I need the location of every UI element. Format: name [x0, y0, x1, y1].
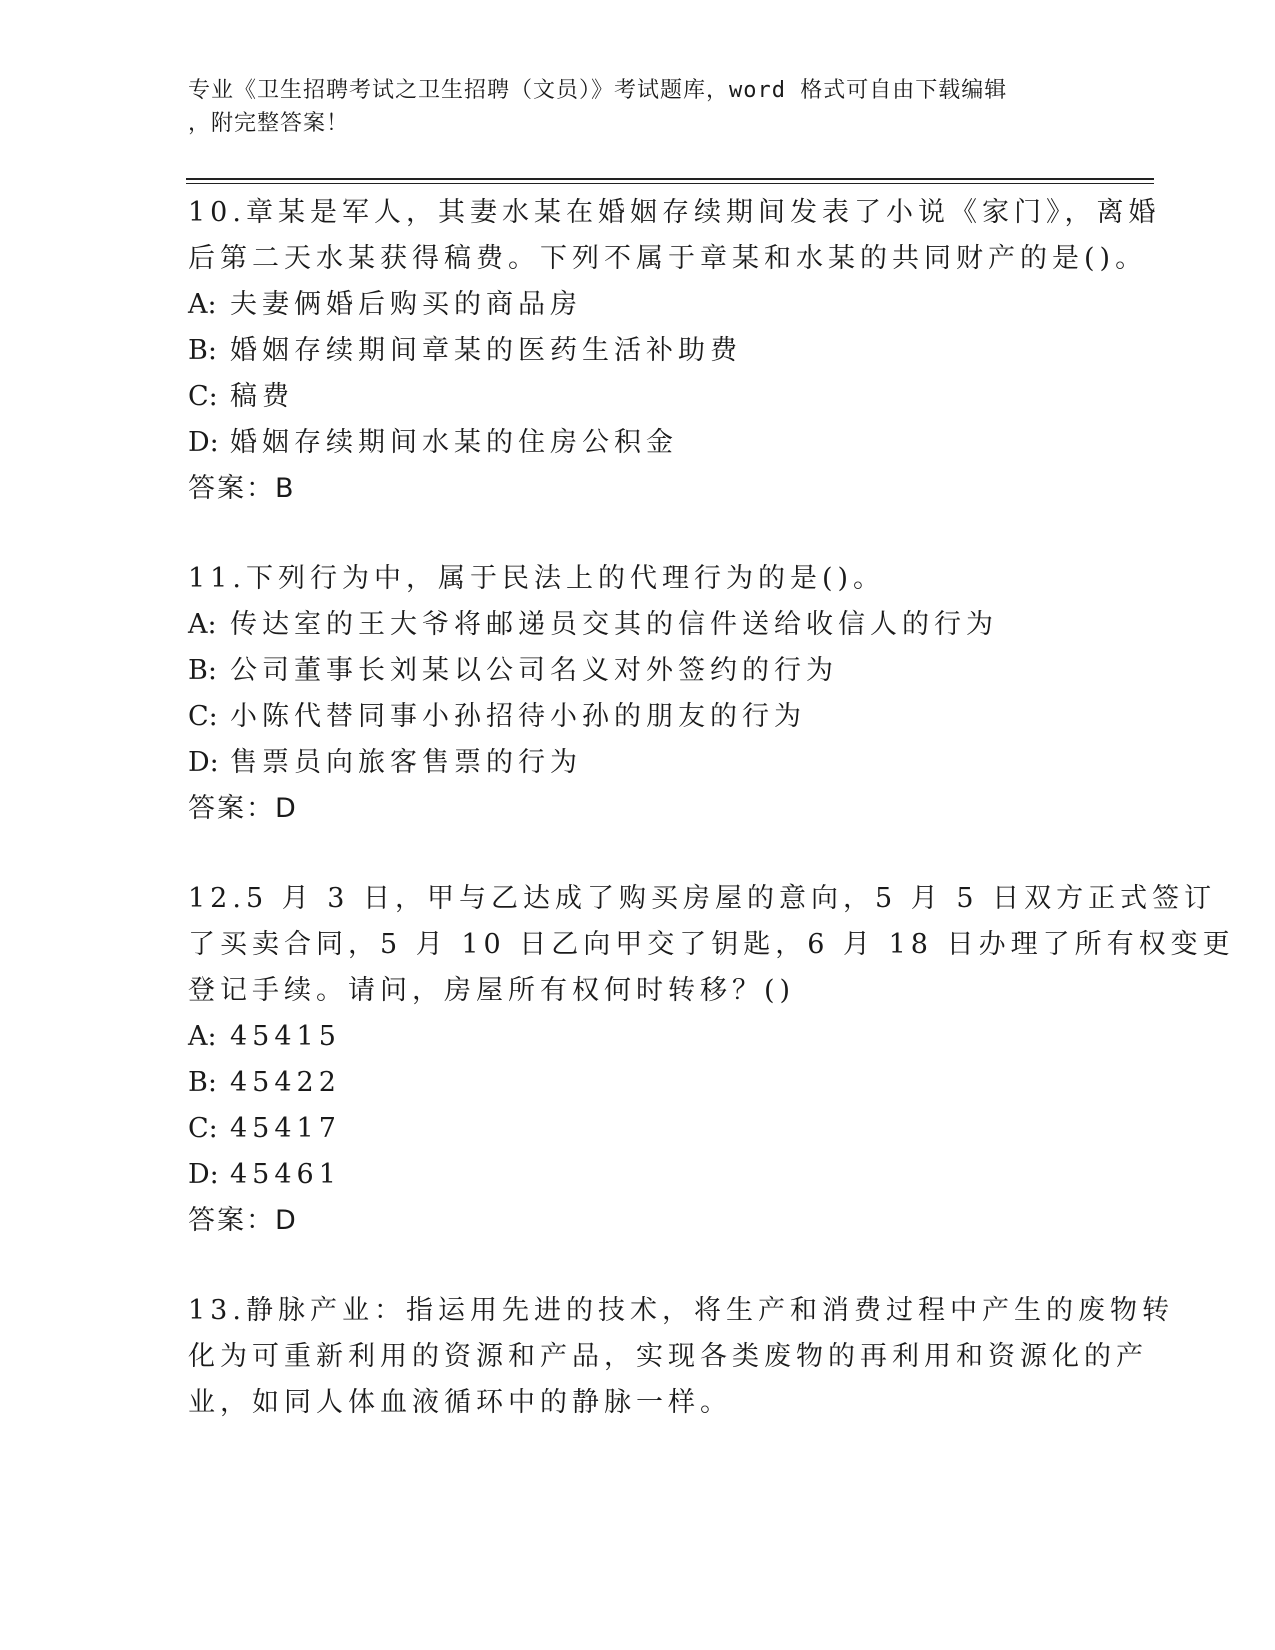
question-10	[188, 190, 1161, 512]
option-a	[188, 1014, 1088, 1060]
question-stem-line: 了买卖合同，5 月 10 日乙向甲交了钥匙，6 月 18 日办理了所有权变更	[188, 929, 1235, 960]
header-divider-thin	[186, 183, 1154, 184]
option-text: 夫妻俩婚后购买的商品房	[230, 289, 582, 320]
option-text: 45415	[230, 1021, 341, 1052]
option-text: 小陈代替同事小孙招待小孙的朋友的行为	[230, 701, 806, 732]
option-text: 45417	[230, 1113, 341, 1144]
option-text: 售票员向旅客售票的行为	[230, 747, 582, 778]
option-key: B:	[188, 1067, 217, 1098]
option-key: D:	[188, 427, 219, 458]
option-key: C:	[188, 701, 218, 732]
option-key: D:	[188, 747, 219, 778]
question-11	[188, 556, 1088, 832]
option-key: A:	[188, 289, 217, 320]
option-key: A:	[188, 1021, 217, 1052]
answer-line: 答案：D	[188, 1205, 298, 1236]
option-text: 稿费	[230, 381, 294, 412]
option-d	[188, 420, 1088, 466]
option-key: D:	[188, 1159, 219, 1190]
question-13	[188, 1288, 1174, 1426]
document-header	[188, 74, 1068, 140]
question-stem-line: 12.5 月 3 日，甲与乙达成了购买房屋的意向，5 月 5 日双方正式签订	[188, 883, 1217, 914]
option-key: B:	[188, 655, 217, 686]
option-a	[188, 602, 1088, 648]
option-key: B:	[188, 335, 217, 366]
option-c	[188, 1106, 1088, 1152]
question-stem-line: 11.下列行为中，属于民法上的代理行为的是()。	[188, 563, 886, 594]
question-stem-line: 13.静脉产业：指运用先进的技术，将生产和消费过程中产生的废物转	[188, 1295, 1174, 1326]
option-key: C:	[188, 1113, 218, 1144]
option-text: 公司董事长刘某以公司名义对外签约的行为	[230, 655, 838, 686]
question-stem-line: 业，如同人体血液循环中的静脉一样。	[188, 1387, 732, 1418]
header-line-1: 专业《卫生招聘考试之卫生招聘（文员）》考试题库，word 格式可自由下载编辑	[188, 78, 1008, 103]
question-stem-line: 化为可重新利用的资源和产品，实现各类废物的再利用和资源化的产	[188, 1341, 1148, 1372]
option-text: 婚姻存续期间章某的医药生活补助费	[230, 335, 742, 366]
option-key: C:	[188, 381, 218, 412]
option-b	[188, 1060, 1088, 1106]
option-b	[188, 648, 1088, 694]
question-list	[188, 190, 1235, 1470]
option-text: 婚姻存续期间水某的住房公积金	[230, 427, 678, 458]
option-text: 45422	[230, 1067, 341, 1098]
option-d	[188, 740, 1088, 786]
answer-line: 答案：B	[188, 473, 296, 504]
question-stem-line: 后第二天水某获得稿费。下列不属于章某和水某的共同财产的是()。	[188, 243, 1148, 274]
answer-line: 答案：D	[188, 793, 298, 824]
question-stem-line: 登记手续。请问，房屋所有权何时转移？()	[188, 975, 796, 1006]
question-12	[188, 876, 1235, 1244]
question-stem-line: 10.章某是军人，其妻水某在婚姻存续期间发表了小说《家门》，离婚	[188, 197, 1161, 228]
option-a	[188, 282, 1088, 328]
option-b	[188, 328, 1088, 374]
option-c	[188, 374, 1088, 420]
option-text: 45461	[230, 1159, 341, 1190]
header-line-2: ，附完整答案！	[188, 111, 350, 136]
option-c	[188, 694, 1088, 740]
header-divider-thick	[186, 178, 1154, 180]
option-text: 传达室的王大爷将邮递员交其的信件送给收信人的行为	[230, 609, 998, 640]
option-d	[188, 1152, 1088, 1198]
option-key: A:	[188, 609, 217, 640]
